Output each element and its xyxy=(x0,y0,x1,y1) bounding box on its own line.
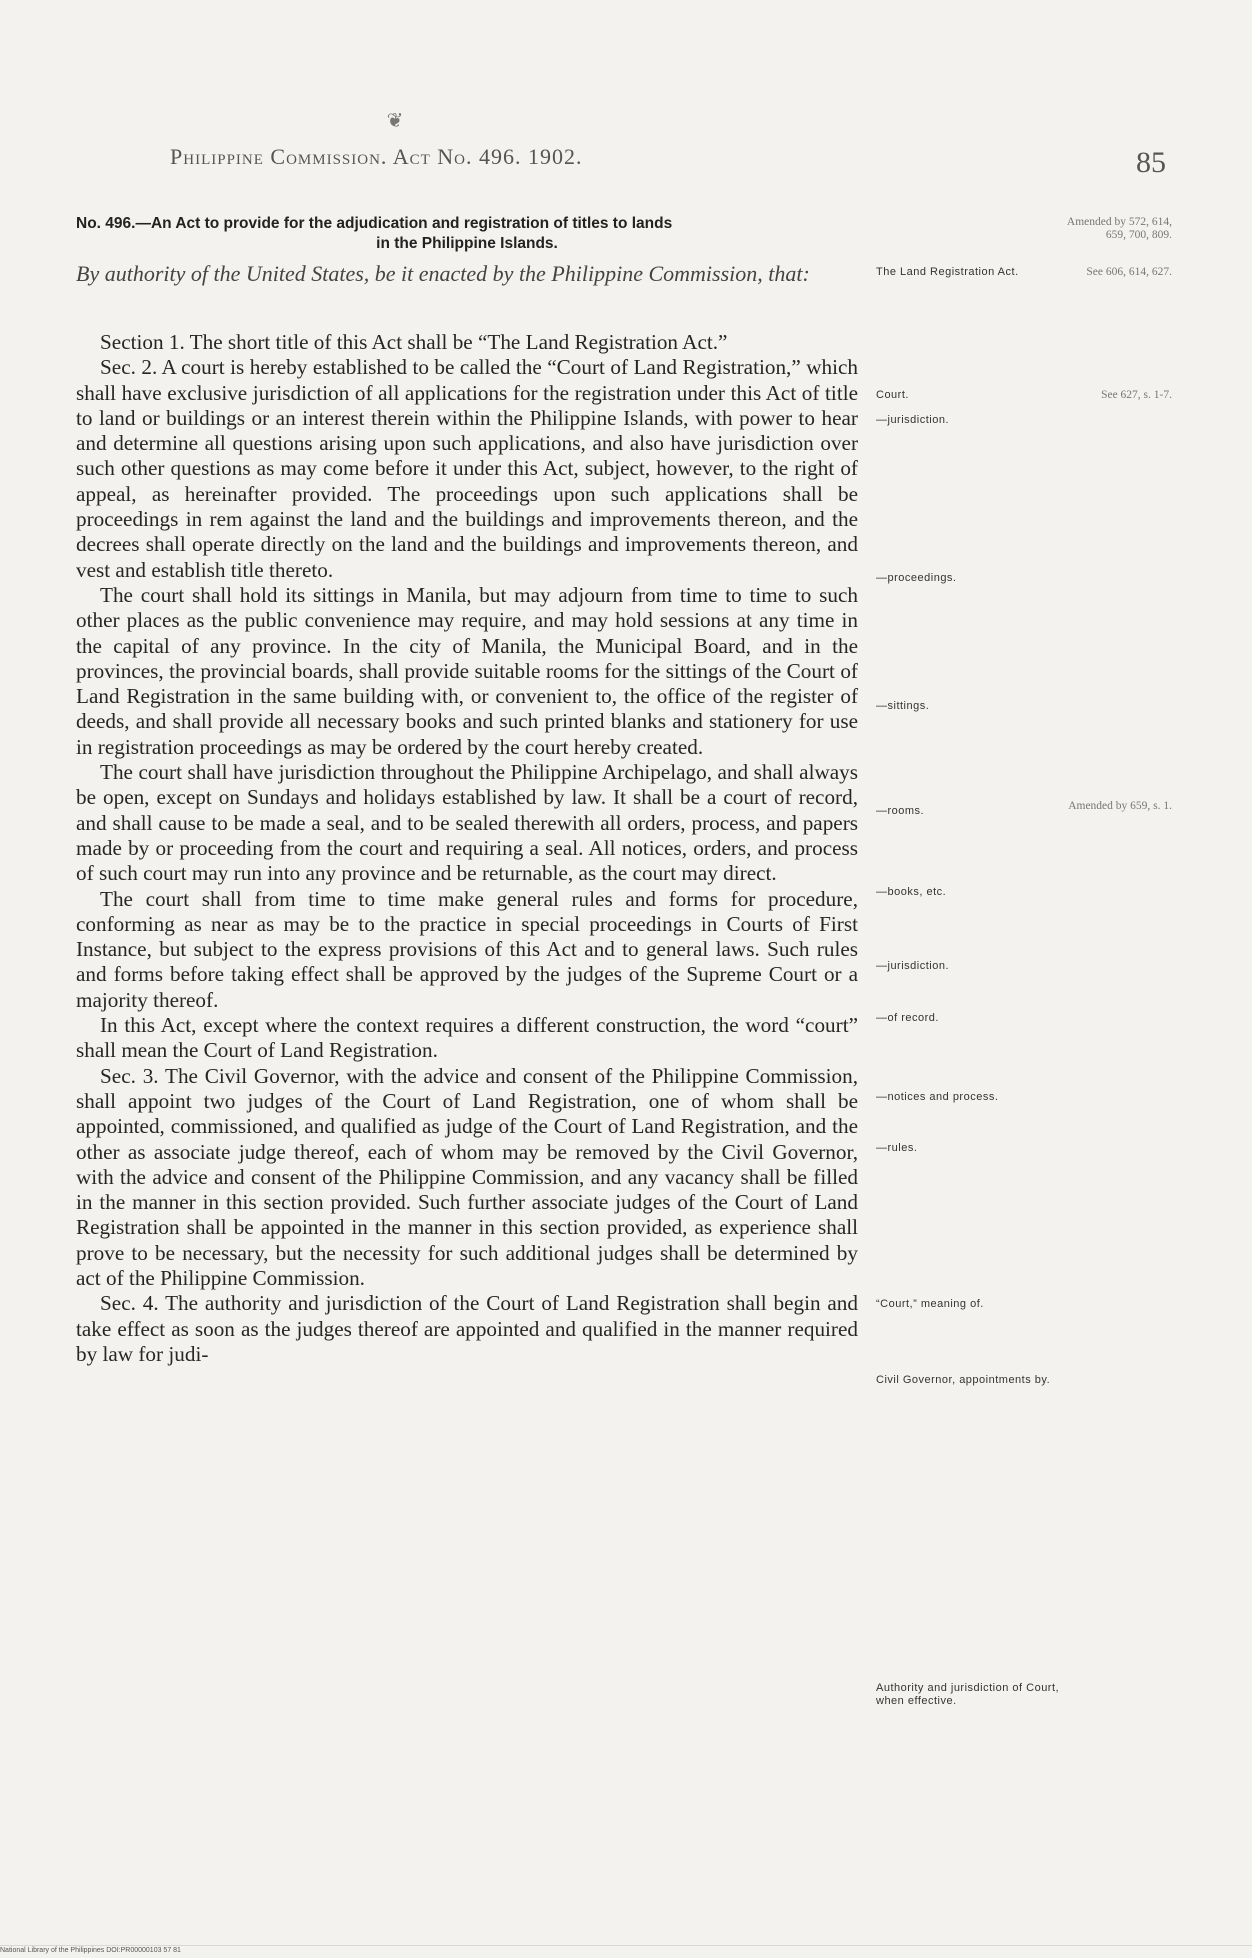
side-note-books: —books, etc. xyxy=(876,886,947,898)
seal-icon: ❦ xyxy=(386,110,404,132)
body-text xyxy=(76,330,858,1367)
act-heading-line1: No. 496.—An Act to provide for the adjudication and registration of titles to lands xyxy=(76,215,673,232)
section-2-jurisdiction: The court shall have jurisdiction throughout the Philippine Archipelago, and shall always be open, except on Sundays and holidays established by law. It shall be a court of record, and shall cause to be made a seal, and to be sealed therewith all orders, process, and papers made by or proceeding from the court and requiring a seal. All notices, orders, and process of such court may run into any province and be returnable, as the court may direct. xyxy=(76,760,858,886)
side-note-title: The Land Registration Act. xyxy=(876,266,1019,278)
side-note-notices: —notices and process. xyxy=(876,1091,999,1103)
section-2-sittings: The court shall hold its sittings in Manila, but may adjourn from time to time to such other places as the public convenience may require, and may hold sessions at any time in the capital of any province. In the city of Manila, the Municipal Board, and in the provinces, the provincial boards, shall provide suitable rooms for the sittings of the Court of Land Registration in the same building with, or convenient to, the office of the register of deeds, and shall provide all necessary books and such printed blanks and stationery for use in registration proceedings as may be ordered by the court hereby created. xyxy=(76,582,858,759)
side-note-proceedings: —proceedings. xyxy=(876,572,957,584)
page-number: 85 xyxy=(1136,146,1166,179)
section-2-definition: In this Act, except where the context requires a different construction, the word “court” shall mean the Court of Land Registration. xyxy=(76,1013,858,1063)
scan-footer: National Library of the Philippines DOI:PR00000103 57 81 xyxy=(0,1945,1252,1956)
side-note-rules: —rules. xyxy=(876,1142,918,1154)
outer-note-see-1: See 606, 614, 627. xyxy=(1086,266,1172,278)
side-note-jurisdiction-2: —jurisdiction. xyxy=(876,960,950,972)
outer-note-amended-2: Amended by 659, s. 1. xyxy=(1068,800,1172,812)
enacting-clause: By authority of the United States, be it enacted by the Philippine Commission, that: xyxy=(76,261,810,286)
side-note-record: —of record. xyxy=(876,1012,939,1024)
act-heading xyxy=(76,214,858,254)
section-2: Sec. 2. A court is hereby established to be called the “Court of Land Registration,” which shall have exclusive jurisdiction of all applications for the registration under this Act of title to land or buildings or an interest therein within the Philippine Islands, with power to hear and determine all questions arising upon such applications, and also have jurisdiction over such other questions as may come before it under this Act, subject, however, to the right of appeal, as hereinafter provided. The proceedings upon such applications shall be proceedings in rem against the land and the buildings and improvements thereon, and the decrees shall operate directly on the land and the buildings and improvements thereon, and vest and establish title thereto. xyxy=(76,355,858,582)
section-1: Section 1. The short title of this Act shall be “The Land Registration Act.” xyxy=(100,330,728,354)
side-note-authority: Authority and jurisdiction of Court, when effective. xyxy=(876,1682,1060,1707)
side-note-meaning: “Court,” meaning of. xyxy=(876,1298,984,1310)
side-note-sittings: —sittings. xyxy=(876,700,930,712)
side-note-court: Court. xyxy=(876,389,909,401)
side-note-rooms: —rooms. xyxy=(876,805,925,817)
running-head: Philippine Commission. Act No. 496. 1902. xyxy=(170,144,583,169)
act-heading-line2: in the Philippine Islands. xyxy=(376,235,558,252)
section-4: Sec. 4. The authority and jurisdiction of the Court of Land Registration shall begin and take effect as soon as the judges thereof are appointed and qualified in the manner required by law for judi- xyxy=(76,1291,858,1366)
side-note-governor: Civil Governor, appointments by. xyxy=(876,1374,1051,1386)
section-2-rules: The court shall from time to time make general rules and forms for procedure, conforming as near as may be to the practice in special proceedings in Courts of First Instance, but subject to the express provisions of this Act and to general laws. Such rules and forms before taking effect shall be approved by the judges of the Supreme Court or a majority thereof. xyxy=(76,886,858,1012)
section-3: Sec. 3. The Civil Governor, with the advice and consent of the Philippine Commission, shall appoint two judges of the Court of Land Registration, one of whom shall be appointed, commissioned, and qualified as judge of the Court of Land Registration, and the other as associate judge thereof, each of whom may be removed by the Civil Governor, with the advice and consent of the Philippine Commission, and any vacancy shall be filled in the manner in this section provided. Such further associate judges of the Court of Land Registration shall be appointed in the manner in this section provided, as experience shall prove to be necessary, but the necessity for such additional judges shall be determined by act of the Philippine Commission. xyxy=(76,1063,858,1290)
side-note-jurisdiction: —jurisdiction. xyxy=(876,414,950,426)
outer-note-see-2: See 627, s. 1-7. xyxy=(1101,389,1172,401)
outer-note-amended-1: Amended by 572, 614, 659, 700, 809. xyxy=(1066,216,1172,241)
